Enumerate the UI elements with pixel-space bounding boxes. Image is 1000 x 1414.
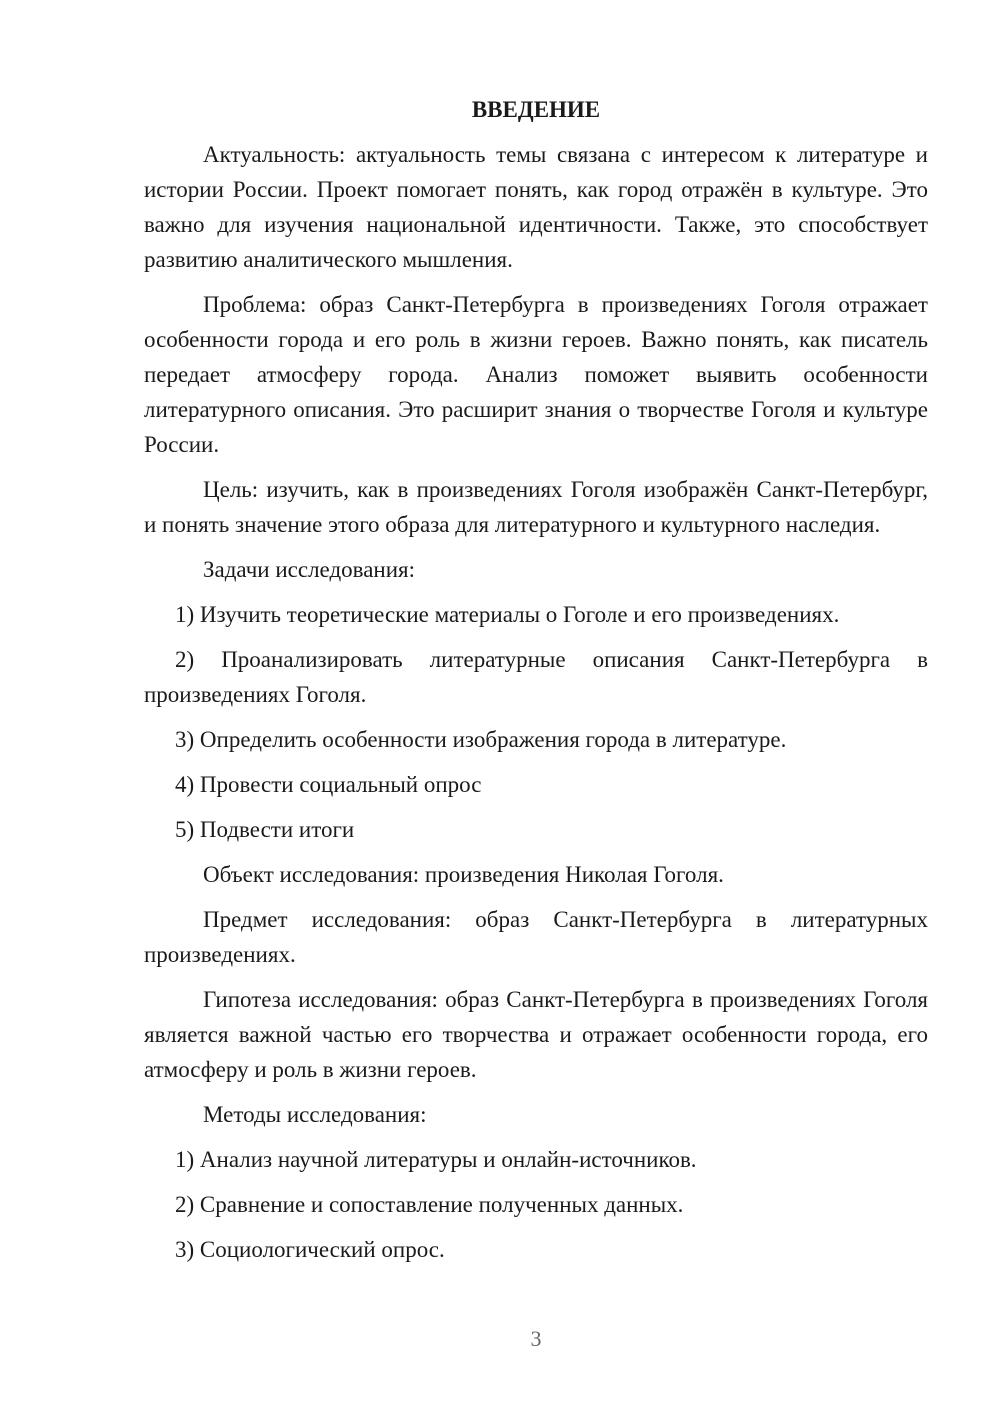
relevance-paragraph: Актуальность: актуальность темы связана с интересом к литературе и истории России. Проект помогает понять, как город отражён в культуре. Это важно для изучения национальной идентичности. Также, это способствует развитию аналитического мышления. (144, 142, 928, 272)
methods-heading: Методы исследования: (203, 1102, 427, 1127)
method-item: 3) Социологический опрос. (175, 1237, 445, 1262)
method-item: 1) Анализ научной литературы и онлайн-источников. (175, 1147, 697, 1172)
task-item: 5) Подвести итоги (175, 817, 355, 842)
task-item: 4) Провести социальный опрос (175, 772, 482, 797)
task-item: 1) Изучить теоретические материалы о Гоголе и его произведениях. (175, 602, 840, 627)
page-number: 3 (530, 1326, 542, 1351)
method-item: 2) Сравнение и сопоставление полученных данных. (175, 1192, 684, 1217)
document-page (144, 92, 928, 1277)
task-item: 3) Определить особенности изображения города в литературе. (175, 727, 787, 752)
object-paragraph: Объект исследования: произведения Николая Гоголя. (203, 862, 724, 887)
section-title: ВВЕДЕНИЕ (471, 97, 601, 122)
subject-paragraph: Предмет исследования: образ Санкт-Петербурга в литературных произведениях. (144, 907, 928, 967)
task-item: 2) Проанализировать литературные описания Санкт-Петербурга в произведениях Гоголя. (144, 647, 928, 707)
problem-paragraph: Проблема: образ Санкт-Петербурга в произведениях Гоголя отражает особенности города и его роль в жизни героев. Важно понять, как писатель передает атмосферу города. Анализ поможет выявить особенности литературного описания. Это расширит знания о творчестве Гоголя и культуре России. (144, 292, 928, 457)
tasks-heading: Задачи исследования: (203, 557, 416, 582)
hypothesis-paragraph: Гипотеза исследования: образ Санкт-Петербурга в произведениях Гоголя является важной частью его творчества и отражает особенности города, его атмосферу и роль в жизни героев. (144, 987, 928, 1082)
goal-paragraph: Цель: изучить, как в произведениях Гоголя изображён Санкт-Петербург, и понять значение этого образа для литературного и культурного наследия. (144, 477, 928, 537)
